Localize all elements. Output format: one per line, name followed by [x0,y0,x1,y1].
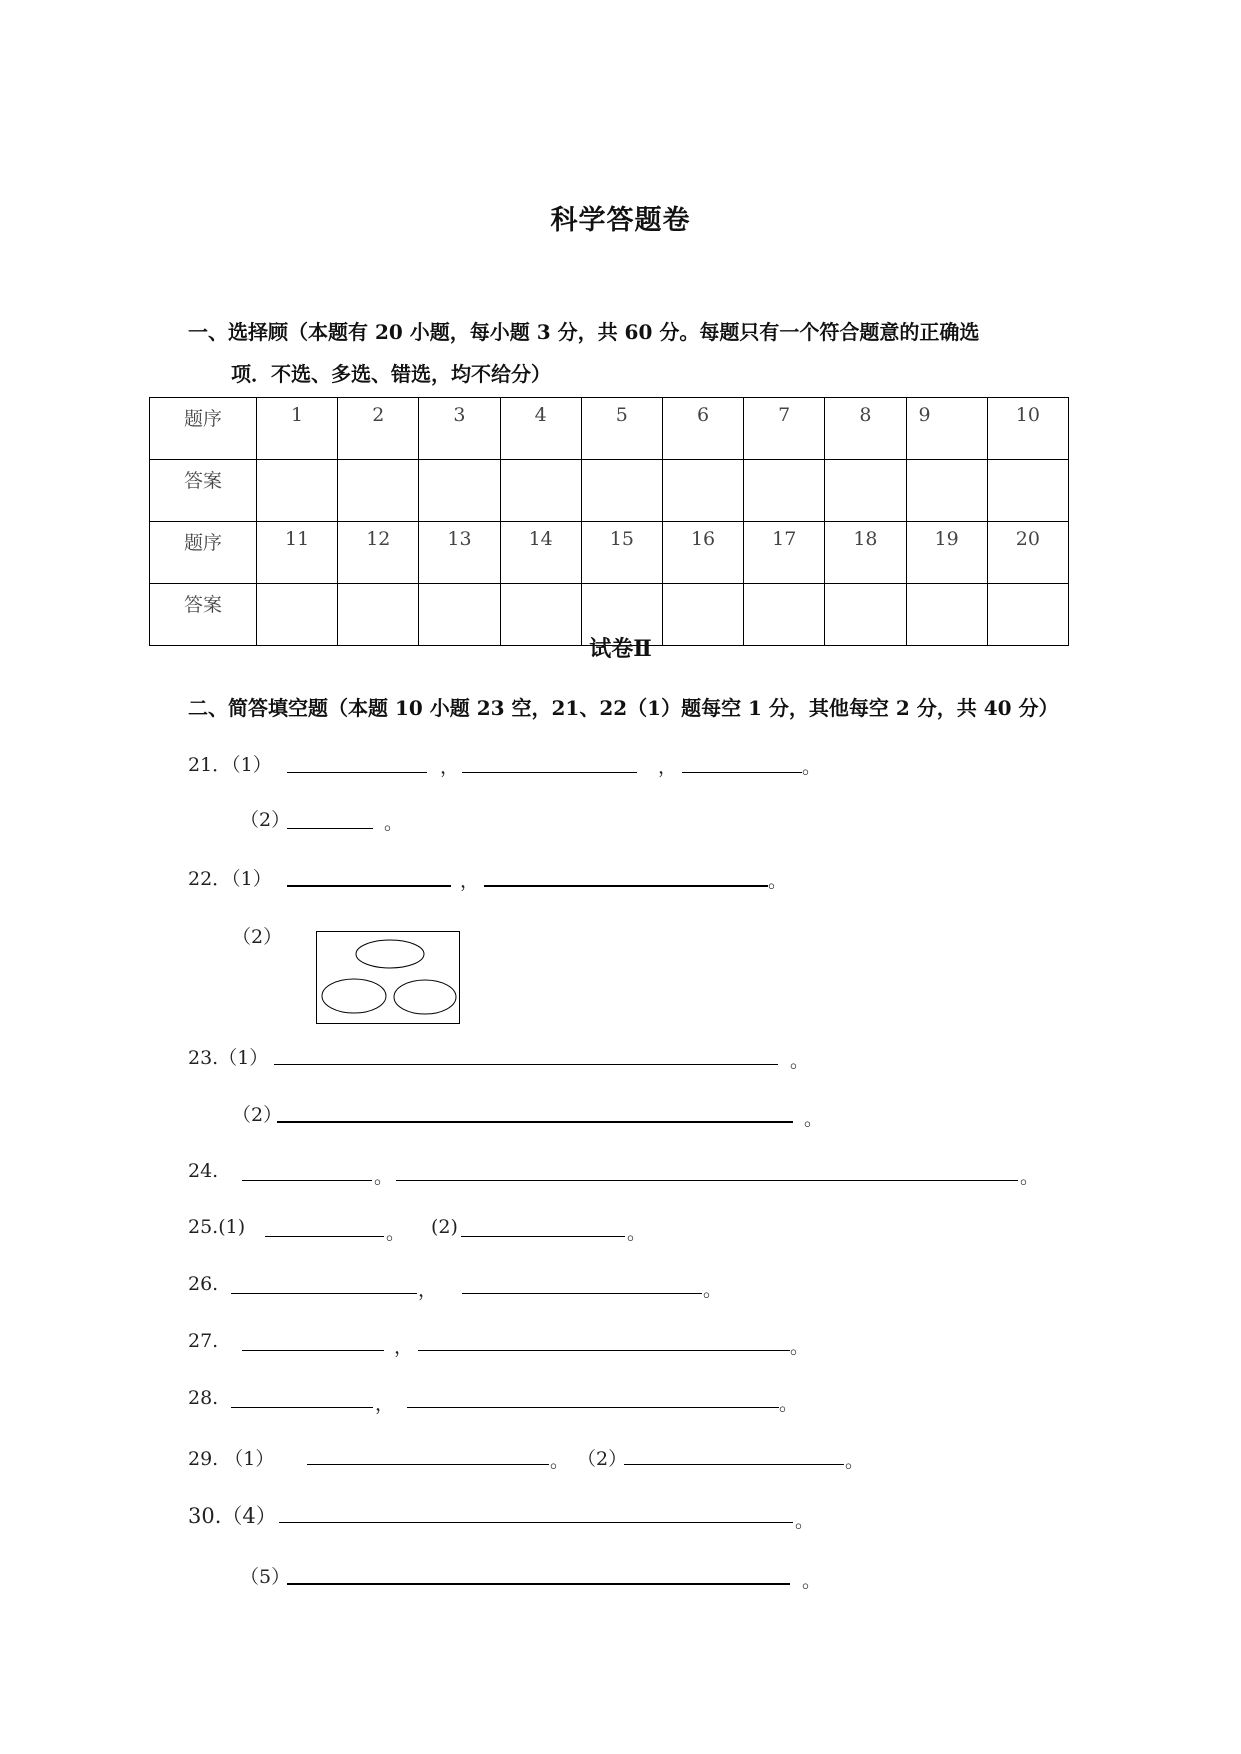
answer-blank[interactable] [462,772,637,773]
question-number: 14 [500,522,581,584]
period: 。 [627,1222,647,1244]
row-label: 答案 [150,460,257,522]
answer-blank[interactable] [287,1583,790,1585]
answer-blank[interactable] [242,1180,372,1181]
question-number: 12 [338,522,419,584]
top-ellipse [356,940,424,968]
q29-2-label: （2） [577,1448,628,1470]
comma: ， [658,756,678,778]
period: 。 [779,1393,799,1415]
answer-blank[interactable] [274,1064,778,1065]
answer-blank[interactable] [461,1236,625,1237]
question-number: 15 [581,522,662,584]
period: 。 [374,1166,394,1188]
q25-label: 25.(1) [188,1216,246,1238]
answer-blank[interactable] [277,1121,793,1123]
answer-blank[interactable] [242,1350,384,1351]
right-ellipse [394,980,456,1014]
question-number: 9 [906,398,987,460]
comma: ， [440,756,460,778]
answer-cell[interactable] [500,460,581,522]
question-number: 6 [662,398,743,460]
question-number: 13 [419,522,500,584]
question-number: 10 [987,398,1068,460]
answer-cell[interactable] [581,460,662,522]
answer-blank[interactable] [407,1407,779,1408]
q23-label: 23.（1） [188,1047,269,1069]
period: 。 [795,1510,815,1532]
comma: ， [460,870,480,892]
answer-cell[interactable] [662,460,743,522]
q24-label: 24. [188,1160,219,1182]
period: 。 [386,1222,406,1244]
answer-cell[interactable] [744,460,825,522]
period: 。 [845,1450,865,1472]
answer-blank[interactable] [484,885,768,887]
answer-blank[interactable] [287,885,451,887]
table-row [150,460,1069,522]
question-number: 1 [257,398,338,460]
period: 。 [550,1450,570,1472]
question-number: 3 [419,398,500,460]
ellipse-figure [316,931,460,1024]
answer-blank[interactable] [287,828,373,829]
row-label: 题序 [150,522,257,584]
q22-2-label: （2） [232,926,283,948]
period: 。 [790,1050,810,1072]
section2-heading: 二、简答填空题（本题 10 小题 23 空，21、22（1）题每空 1 分，其他每空 2 分，共 40 分） [188,696,1059,720]
comma: ， [394,1336,414,1358]
answer-blank[interactable] [231,1407,373,1408]
section1-heading-line2: 项．不选、多选、错选，均不给分） [231,362,551,386]
answer-cell[interactable] [419,460,500,522]
answer-cell[interactable] [257,460,338,522]
q23-2-label: （2） [232,1104,283,1126]
question-number: 20 [987,522,1068,584]
question-number: 19 [906,522,987,584]
q29-label: 29. （1） [188,1448,275,1470]
answer-blank[interactable] [279,1522,793,1523]
section1-heading-line1: 一、选择顾（本题有 20 小题，每小题 3 分，共 60 分。每题只有一个符合题意的正确选 [188,320,980,344]
q21-2-label: （2） [240,809,291,831]
answer-blank[interactable] [682,772,802,773]
question-number: 17 [744,522,825,584]
period: 。 [802,1570,822,1592]
period: 。 [703,1279,723,1301]
page-title: 科学答题卷 [550,205,691,236]
q26-label: 26. [188,1273,219,1295]
answer-blank[interactable] [231,1293,417,1294]
answer-table [149,397,1069,646]
period: 。 [384,812,404,834]
comma: ， [418,1279,438,1301]
q21-label: 21．（1） [188,754,272,776]
answer-blank[interactable] [265,1236,384,1237]
answer-blank[interactable] [307,1464,549,1465]
row-label: 题序 [150,398,257,460]
question-number: 8 [825,398,906,460]
q30-label: 30.（4） [188,1504,277,1528]
left-ellipse [322,979,386,1013]
row-label: 答案 [150,584,257,646]
table-row [150,522,1069,584]
q28-label: 28. [188,1387,219,1409]
answer-cell[interactable] [987,460,1068,522]
q25-2-label: (2) [431,1216,458,1238]
paper2-title: 试卷Ⅱ [589,636,652,662]
question-number: 7 [744,398,825,460]
question-number: 4 [500,398,581,460]
period: 。 [768,870,788,892]
period: 。 [1020,1166,1040,1188]
answer-blank[interactable] [418,1350,790,1351]
answer-blank[interactable] [396,1180,1018,1181]
period: 。 [804,1108,824,1130]
comma: ， [375,1393,395,1415]
question-number: 5 [581,398,662,460]
q30-5-label: （5） [240,1566,291,1588]
answer-cell[interactable] [338,460,419,522]
answer-blank[interactable] [462,1293,702,1294]
question-number: 18 [825,522,906,584]
period: 。 [790,1336,810,1358]
q27-label: 27. [188,1330,219,1352]
question-number: 11 [257,522,338,584]
question-number: 2 [338,398,419,460]
answer-blank[interactable] [287,772,427,773]
period: 。 [802,756,822,778]
answer-blank[interactable] [624,1464,844,1465]
q22-label: 22．（1） [188,868,272,890]
answer-cell[interactable] [906,460,987,522]
question-number: 16 [662,522,743,584]
table-row [150,398,1069,460]
answer-cell[interactable] [825,460,906,522]
